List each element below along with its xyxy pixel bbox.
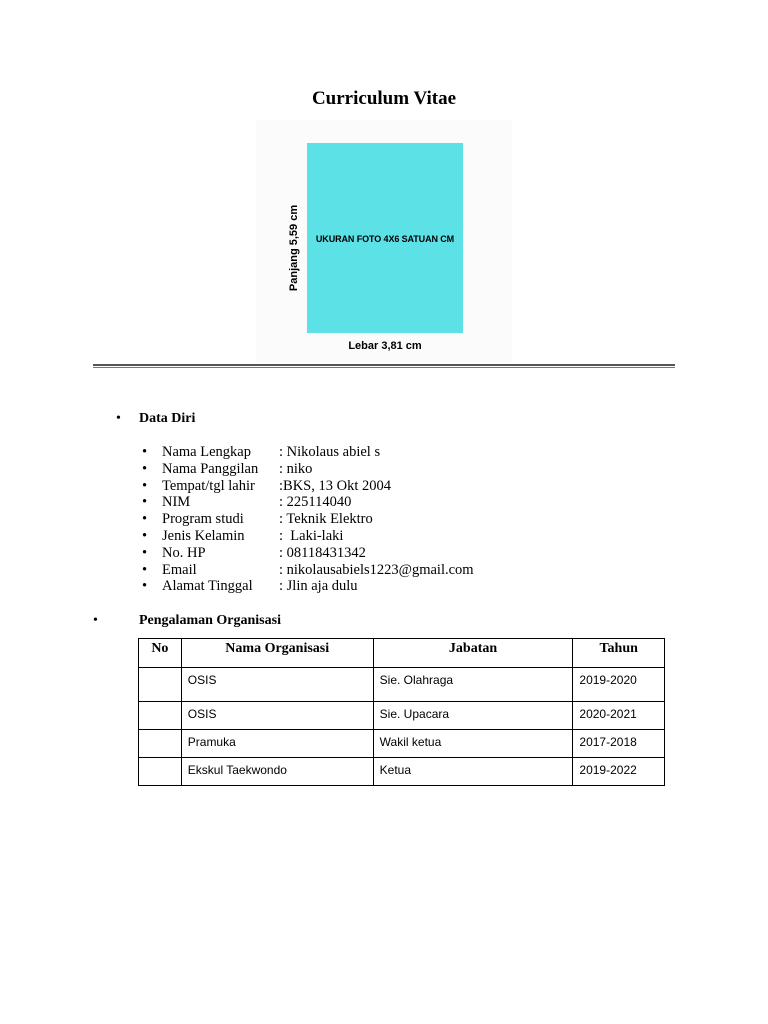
field-label: Jenis Kelamin [162, 527, 245, 544]
column-header-jabatan: Jabatan [373, 639, 573, 668]
field-value: : 225114040 [279, 494, 352, 511]
bullet-organisasi: • [93, 613, 98, 628]
field-label: Tempat/tgl lahir [162, 477, 255, 494]
cell-nama-organisasi: OSIS [181, 668, 373, 702]
field-label: No. HP [162, 544, 206, 561]
photo-height-label: Panjang 5,59 cm [288, 204, 300, 292]
field-value: : Nikolaus abiel s [279, 444, 381, 460]
field-value: : niko [279, 460, 313, 477]
cell-nama-organisasi: Ekskul Taekwondo [181, 758, 373, 786]
table-header-row [139, 639, 665, 668]
cell-tahun: 2020-2021 [573, 702, 665, 730]
bullet: • [142, 494, 148, 511]
personal-data-list [142, 444, 702, 595]
cell-no [139, 668, 182, 702]
list-item [142, 511, 702, 528]
table-row [139, 702, 665, 730]
field-label: NIM [162, 494, 191, 511]
list-item [142, 461, 702, 478]
cell-no [139, 730, 182, 758]
field-label: Nama Panggilan [162, 460, 259, 477]
divider-line-thin [93, 367, 675, 368]
bullet: • [142, 527, 148, 544]
column-header-no: No [139, 639, 182, 668]
column-header-tahun: Tahun [573, 639, 665, 668]
field-value: : Teknik Elektro [279, 511, 373, 528]
field-label: Alamat Tinggal [162, 578, 253, 595]
field-label: Email [162, 561, 197, 578]
field-label: Nama Lengkap [162, 444, 251, 460]
section-heading-organisasi: Pengalaman Organisasi [139, 613, 281, 628]
bullet: • [142, 477, 148, 494]
bullet: • [142, 561, 148, 578]
list-item [142, 545, 702, 562]
bullet: • [142, 460, 148, 477]
cell-nama-organisasi: Pramuka [181, 730, 373, 758]
field-value: : Jlin aja dulu [279, 578, 358, 595]
table-row [139, 730, 665, 758]
list-item [142, 494, 702, 511]
list-item [142, 478, 702, 495]
page-title: Curriculum Vitae [311, 88, 457, 109]
bullet: • [142, 444, 148, 460]
column-header-nama-organisasi: Nama Organisasi [181, 639, 373, 668]
cell-tahun: 2019-2022 [573, 758, 665, 786]
field-value: : 08118431342 [279, 544, 366, 561]
cell-no [139, 702, 182, 730]
divider-line [93, 364, 675, 366]
cell-no [139, 758, 182, 786]
field-value: : nikolausabiels1223@gmail.com [279, 561, 474, 578]
cell-tahun: 2017-2018 [573, 730, 665, 758]
cell-jabatan: Sie. Upacara [373, 702, 573, 730]
field-value: :BKS, 13 Okt 2004 [279, 477, 391, 494]
section-heading-data-diri: Data Diri [139, 411, 196, 426]
list-item [142, 562, 702, 579]
table-row [139, 758, 665, 786]
field-label: Program studi [162, 511, 244, 528]
list-item [142, 578, 702, 595]
bullet: • [142, 544, 148, 561]
cell-tahun: 2019-2020 [573, 668, 665, 702]
photo-size-label: UKURAN FOTO 4X6 SATUAN CM [315, 234, 455, 244]
cell-nama-organisasi: OSIS [181, 702, 373, 730]
organization-table [138, 638, 665, 786]
table-row [139, 668, 665, 702]
bullet-data-diri: • [116, 411, 121, 426]
list-item [142, 444, 702, 461]
cell-jabatan: Sie. Olahraga [373, 668, 573, 702]
field-value: : Laki-laki [279, 527, 344, 544]
cell-jabatan: Ketua [373, 758, 573, 786]
list-item [142, 528, 702, 545]
photo-width-label: Lebar 3,81 cm [348, 340, 422, 352]
bullet: • [142, 578, 148, 595]
cell-jabatan: Wakil ketua [373, 730, 573, 758]
bullet: • [142, 511, 148, 528]
